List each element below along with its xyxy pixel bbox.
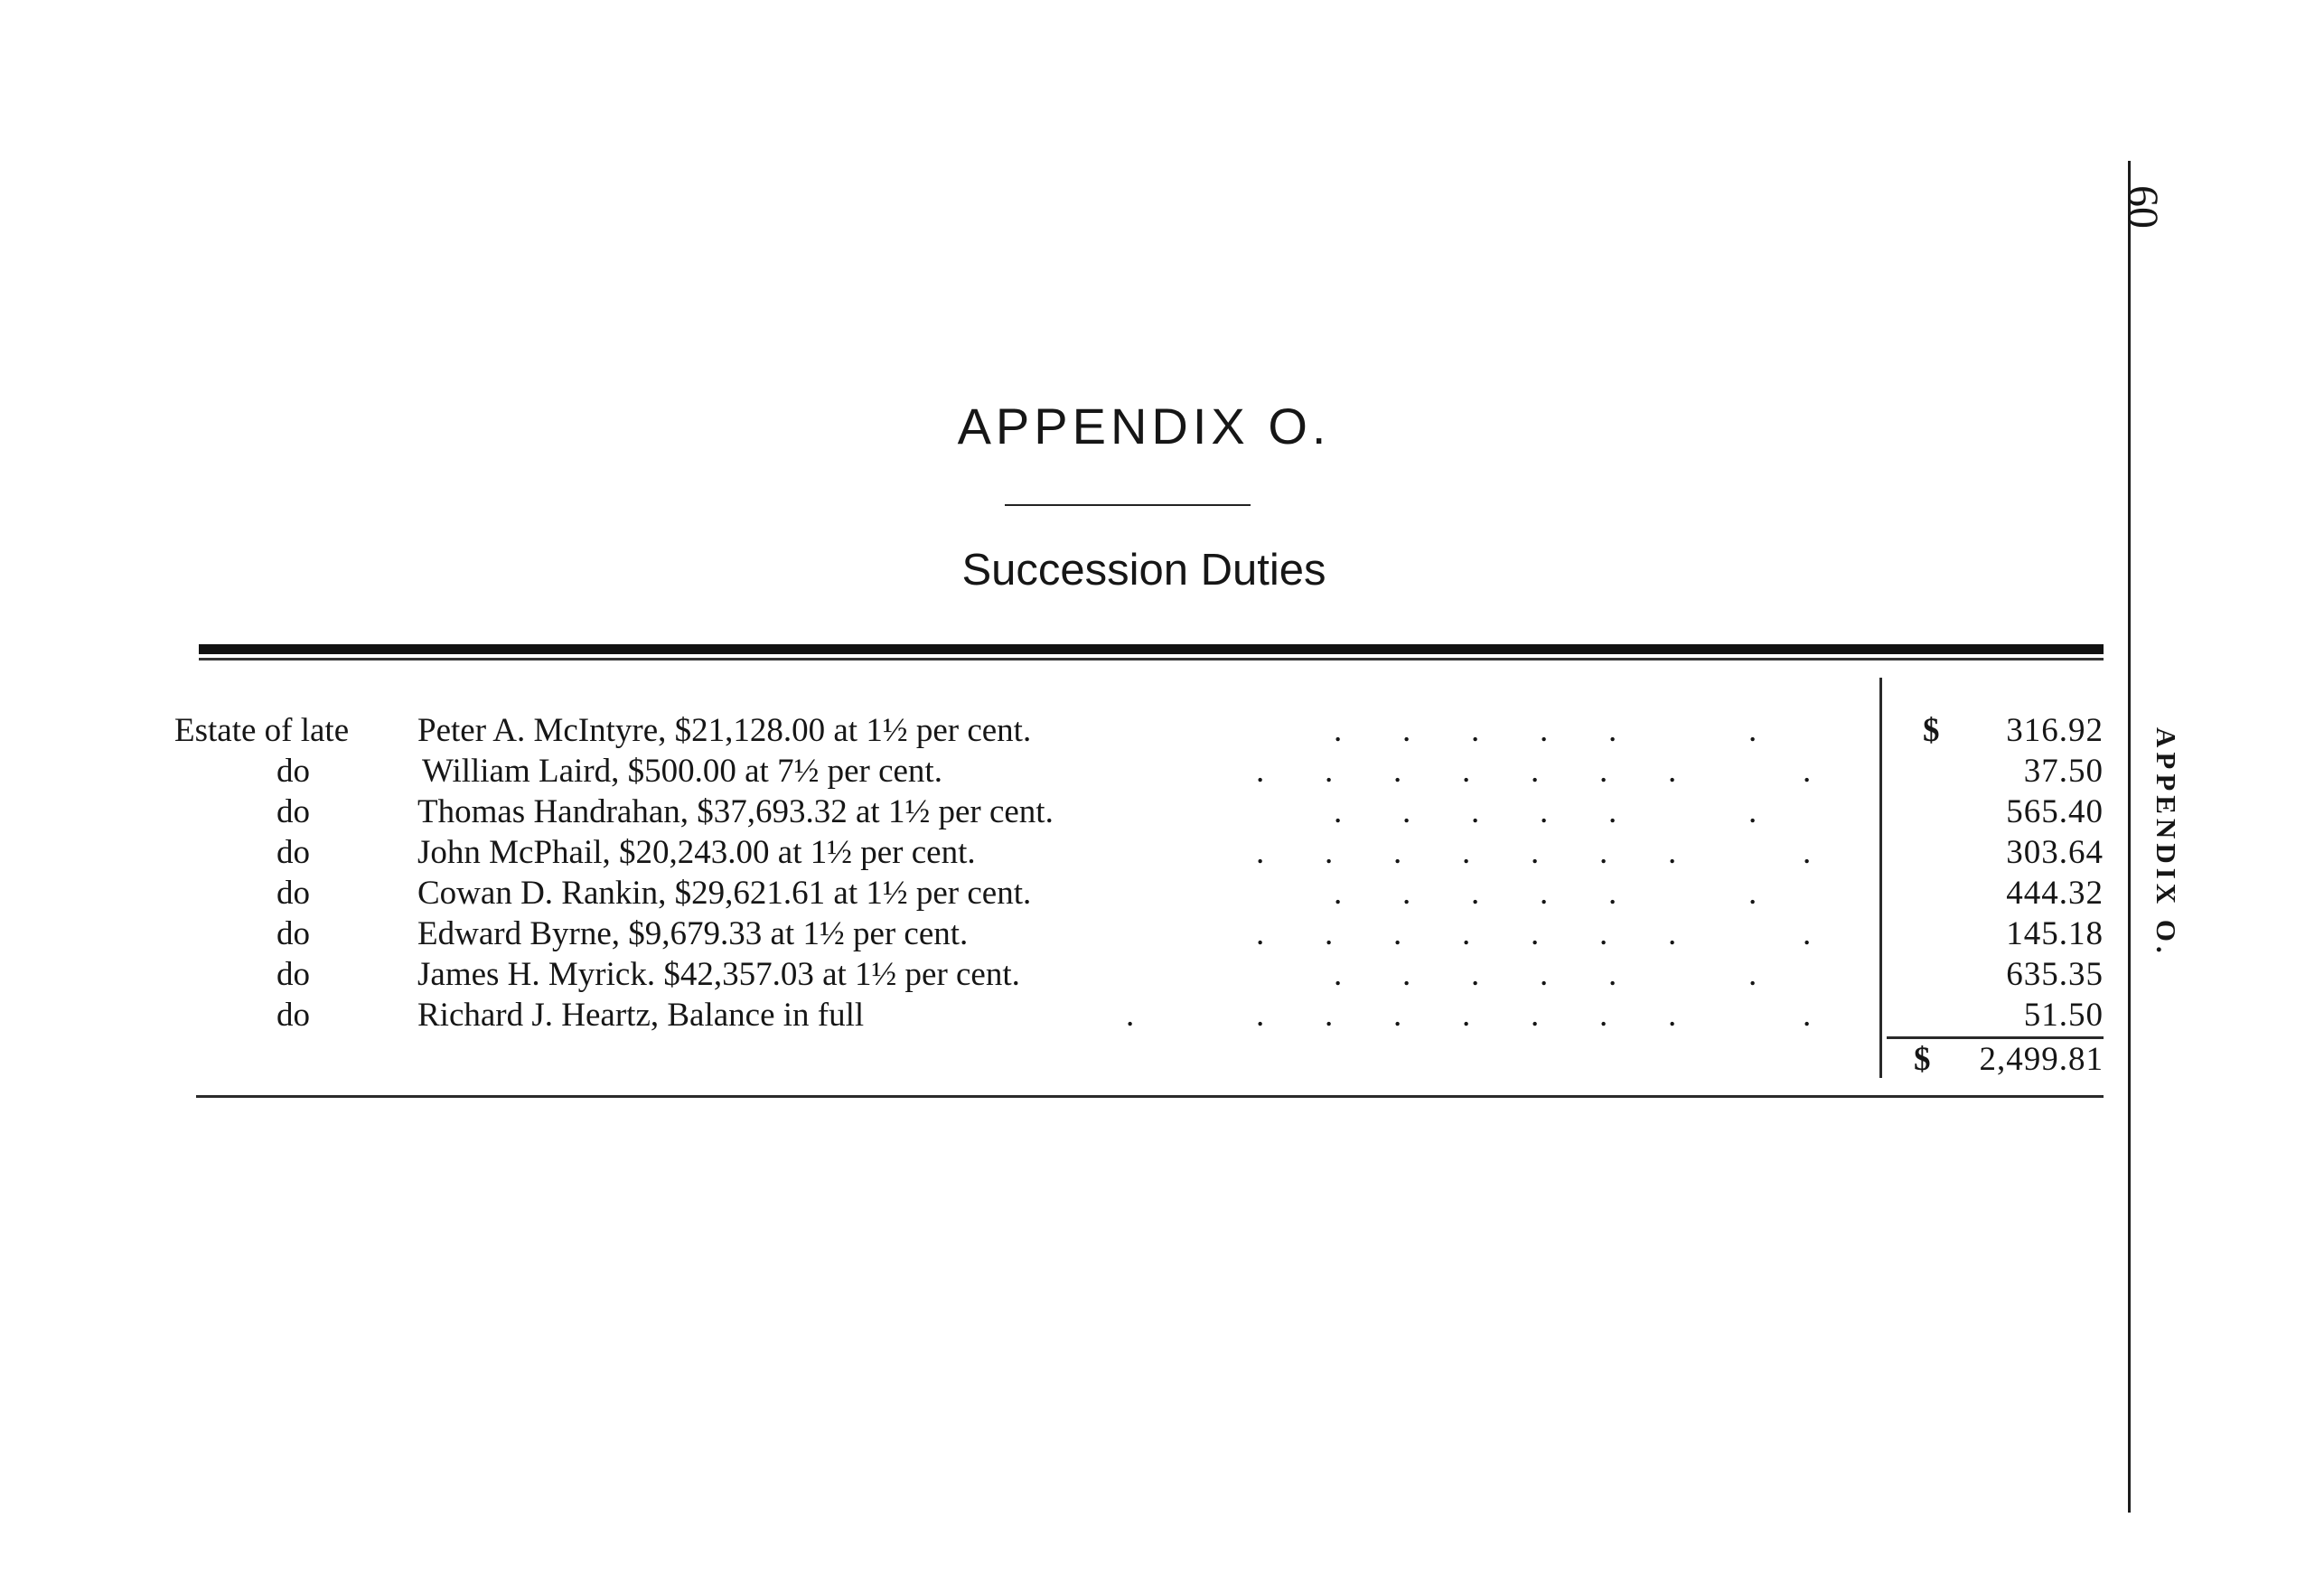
row-prefix: do <box>276 997 310 1034</box>
leader-dot: . <box>1126 997 1135 1034</box>
row-description: Cowan D. Rankin, $29,621.61 at 1½ per cent. <box>417 875 1032 912</box>
row-amount: 303.64 <box>2006 834 2104 871</box>
leader-dot: . <box>1402 956 1411 993</box>
leader-dot: . <box>1608 956 1617 993</box>
row-amount: 145.18 <box>2006 915 2104 952</box>
row-amount: 635.35 <box>2006 956 2104 993</box>
total-dollar-sign: $ <box>1914 1041 1931 1078</box>
leader-dot: . <box>1599 997 1608 1034</box>
leader-dot: . <box>1325 753 1334 790</box>
table-row <box>0 913 2105 954</box>
row-amount: 51.50 <box>2023 997 2104 1034</box>
leader-dots <box>0 954 1816 995</box>
leader-dot: . <box>1599 753 1608 790</box>
leader-dots <box>0 710 1816 751</box>
total-row <box>0 1037 2105 1082</box>
leader-dot: . <box>1531 834 1540 871</box>
leader-dot: . <box>1803 834 1812 871</box>
leader-dot: . <box>1540 712 1549 749</box>
leader-dot: . <box>1531 915 1540 952</box>
leader-dot: . <box>1803 753 1812 790</box>
leader-dot: . <box>1325 915 1334 952</box>
leader-dot: . <box>1608 793 1617 830</box>
leader-dot: . <box>1540 793 1549 830</box>
total-amount: 2,499.81 <box>1979 1041 2104 1078</box>
dollar-sign: $ <box>1923 712 1940 749</box>
row-prefix: do <box>276 956 310 993</box>
leader-dot: . <box>1540 956 1549 993</box>
row-prefix: do <box>276 834 310 871</box>
leader-dot: . <box>1325 997 1334 1034</box>
leader-dot: . <box>1334 793 1343 830</box>
table-row <box>0 873 2105 913</box>
leader-dot: . <box>1256 997 1265 1034</box>
leader-dot: . <box>1334 875 1343 912</box>
row-prefix: do <box>276 875 310 912</box>
leader-dot: . <box>1531 753 1540 790</box>
table-bottom-rule <box>196 1095 2104 1098</box>
leader-dot: . <box>1393 834 1402 871</box>
row-amount: 37.50 <box>2023 753 2104 790</box>
leader-dot: . <box>1599 834 1608 871</box>
row-prefix: Estate of late <box>174 712 350 749</box>
row-description: Edward Byrne, $9,679.33 at 1½ per cent. <box>417 915 969 952</box>
page-number: 60 <box>2119 185 2167 229</box>
table-row <box>0 832 2105 873</box>
leader-dot: . <box>1803 997 1812 1034</box>
row-description: John McPhail, $20,243.00 at 1½ per cent. <box>417 834 976 871</box>
leader-dot: . <box>1668 753 1677 790</box>
leader-dot: . <box>1393 997 1402 1034</box>
table-top-rule-thin <box>199 658 2104 661</box>
row-prefix: do <box>276 793 310 830</box>
leader-dot: . <box>1608 875 1617 912</box>
leader-dot: . <box>1748 875 1757 912</box>
leader-dot: . <box>1471 793 1480 830</box>
row-description: Richard J. Heartz, Balance in full <box>417 997 865 1034</box>
leader-dot: . <box>1608 712 1617 749</box>
leader-dots <box>0 913 1816 954</box>
row-amount: 444.32 <box>2006 875 2104 912</box>
table-row <box>0 995 2105 1035</box>
leader-dot: . <box>1668 997 1677 1034</box>
row-description: James H. Myrick. $42,357.03 at 1½ per cent. <box>417 956 1020 993</box>
running-head: APPENDIX O. <box>2151 727 2182 958</box>
row-description: Peter A. McIntyre, $21,128.00 at 1½ per cent. <box>417 712 1032 749</box>
leader-dot: . <box>1462 834 1471 871</box>
leader-dot: . <box>1325 834 1334 871</box>
table-row <box>0 792 2105 832</box>
leader-dots <box>0 995 1816 1035</box>
row-prefix: do <box>276 753 310 790</box>
leader-dot: . <box>1803 915 1812 952</box>
leader-dots <box>0 832 1816 873</box>
leader-dot: . <box>1393 753 1402 790</box>
leader-dot: . <box>1462 997 1471 1034</box>
appendix-title: APPENDIX O. <box>957 398 1331 454</box>
leader-dot: . <box>1402 793 1411 830</box>
leader-dot: . <box>1531 997 1540 1034</box>
row-description: Thomas Handrahan, $37,693.32 at 1½ per cent. <box>417 793 1054 830</box>
leader-dot: . <box>1748 956 1757 993</box>
leader-dot: . <box>1402 875 1411 912</box>
table-top-rule <box>199 644 2104 654</box>
leader-dot: . <box>1256 753 1265 790</box>
margin-rule <box>2128 161 2131 1513</box>
leader-dot: . <box>1334 956 1343 993</box>
leader-dot: . <box>1462 753 1471 790</box>
leader-dot: . <box>1471 712 1480 749</box>
section-subtitle: Succession Duties <box>961 546 1326 595</box>
title-divider <box>1005 504 1251 506</box>
leader-dot: . <box>1393 915 1402 952</box>
leader-dot: . <box>1334 712 1343 749</box>
leader-dot: . <box>1748 712 1757 749</box>
leader-dots <box>0 873 1816 913</box>
leader-dots <box>0 792 1816 832</box>
leader-dot: . <box>1256 915 1265 952</box>
row-prefix: do <box>276 915 310 952</box>
table-row <box>0 954 2105 995</box>
leader-dot: . <box>1599 915 1608 952</box>
leader-dot: . <box>1471 875 1480 912</box>
leader-dot: . <box>1748 793 1757 830</box>
table-row <box>0 710 2105 751</box>
row-description: William Laird, $500.00 at 7½ per cent. <box>422 753 942 790</box>
row-amount: 565.40 <box>2006 793 2104 830</box>
leader-dot: . <box>1256 834 1265 871</box>
leader-dot: . <box>1668 834 1677 871</box>
leader-dots <box>0 751 1816 792</box>
table-row <box>0 751 2105 792</box>
leader-dot: . <box>1471 956 1480 993</box>
leader-dot: . <box>1462 915 1471 952</box>
leader-dot: . <box>1540 875 1549 912</box>
row-amount: 316.92 <box>2006 712 2104 749</box>
leader-dot: . <box>1668 915 1677 952</box>
leader-dot: . <box>1402 712 1411 749</box>
